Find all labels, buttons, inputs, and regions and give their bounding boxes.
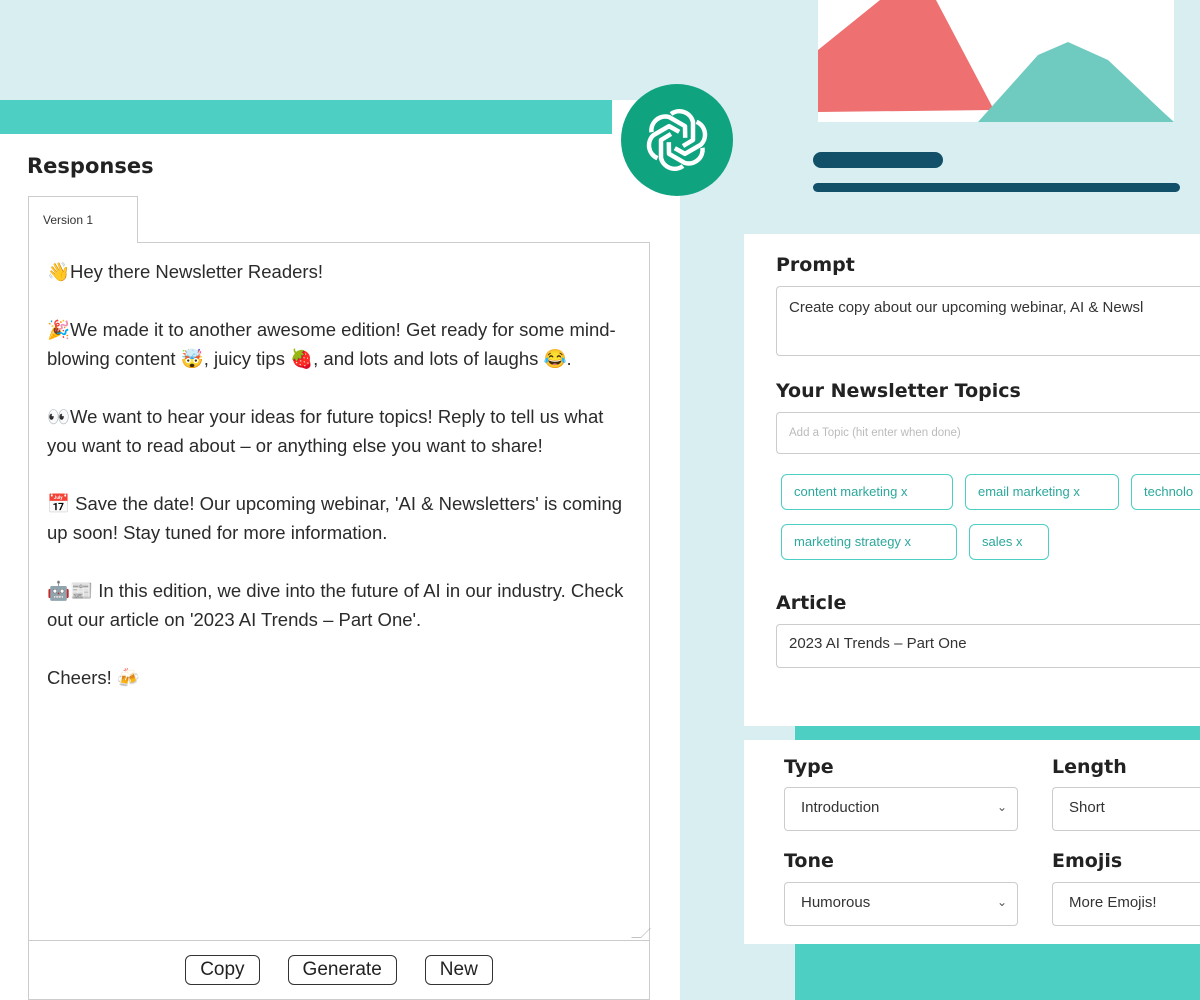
prompt-input[interactable]: Create copy about our upcoming webinar, AI & Newsl [776, 286, 1200, 356]
teal-header-bar [0, 100, 612, 134]
response-paragraph: Cheers! 🍻 [47, 667, 140, 688]
responses-title: Responses [27, 154, 154, 178]
teal-divider [795, 726, 1200, 740]
topic-input[interactable]: Add a Topic (hit enter when done) [776, 412, 1200, 454]
topic-chip[interactable]: sales x [969, 524, 1049, 560]
resize-handle[interactable] [631, 928, 651, 938]
generate-button[interactable]: Generate [288, 955, 397, 985]
response-paragraph: 👋Hey there Newsletter Readers! [47, 261, 323, 282]
length-select-value: Short [1069, 799, 1105, 816]
chevron-down-icon: ⌄ [996, 895, 1007, 909]
topic-chip[interactable]: email marketing x [965, 474, 1119, 510]
topics-label: Your Newsletter Topics [776, 380, 1021, 402]
chevron-down-icon: ⌄ [996, 800, 1007, 814]
type-select[interactable] [784, 787, 1018, 831]
options-card [744, 740, 1200, 944]
response-paragraph: 🎉We made it to another awesome edition! Get ready for some mind-blowing content 🤯, juicy tips 🍓, and lots and lots of laughs 😂. [47, 319, 616, 369]
article-label: Article [776, 592, 847, 614]
topic-chip[interactable]: content marketing x [781, 474, 953, 510]
length-label: Length [1052, 756, 1127, 778]
prompt-label: Prompt [776, 254, 855, 276]
article-input[interactable]: 2023 AI Trends – Part One [776, 624, 1200, 668]
topic-chip[interactable]: marketing strategy x [781, 524, 957, 560]
type-label: Type [784, 756, 834, 778]
response-paragraph: 🤖📰 In this edition, we dive into the future of AI in our industry. Check out our article on '2023 AI Trends – Part One'. [47, 580, 624, 630]
emojis-label: Emojis [1052, 850, 1123, 872]
new-button[interactable]: New [425, 955, 493, 985]
topic-chip[interactable]: technolo [1131, 474, 1200, 510]
tone-select-value: Humorous [801, 894, 871, 911]
decor-line-short [813, 152, 943, 168]
length-select[interactable] [1052, 787, 1200, 831]
top-background [0, 0, 680, 100]
emojis-select[interactable] [1052, 882, 1200, 926]
emojis-select-value: More Emojis! [1069, 894, 1157, 911]
mountain-illustration [818, 0, 1174, 122]
copy-button[interactable]: Copy [185, 955, 259, 985]
response-paragraph: 👀We want to hear your ideas for future topics! Reply to tell us what you want to read about – or anything else you want to share! [47, 406, 604, 456]
openai-logo-icon [621, 84, 733, 196]
decor-line-long [813, 183, 1180, 192]
response-textarea[interactable] [28, 242, 650, 942]
type-select-value: Introduction [801, 799, 880, 816]
response-button-bar [28, 940, 650, 1000]
tone-select[interactable] [784, 882, 1018, 926]
response-paragraph: 📅 Save the date! Our upcoming webinar, 'AI & Newsletters' is coming up soon! Stay tuned for more information. [47, 493, 623, 543]
tone-label: Tone [784, 850, 834, 872]
tab-version-1[interactable]: Version 1 [28, 196, 138, 243]
newsletter-form-card [744, 234, 1200, 726]
mountain-graphic [818, 0, 1174, 122]
